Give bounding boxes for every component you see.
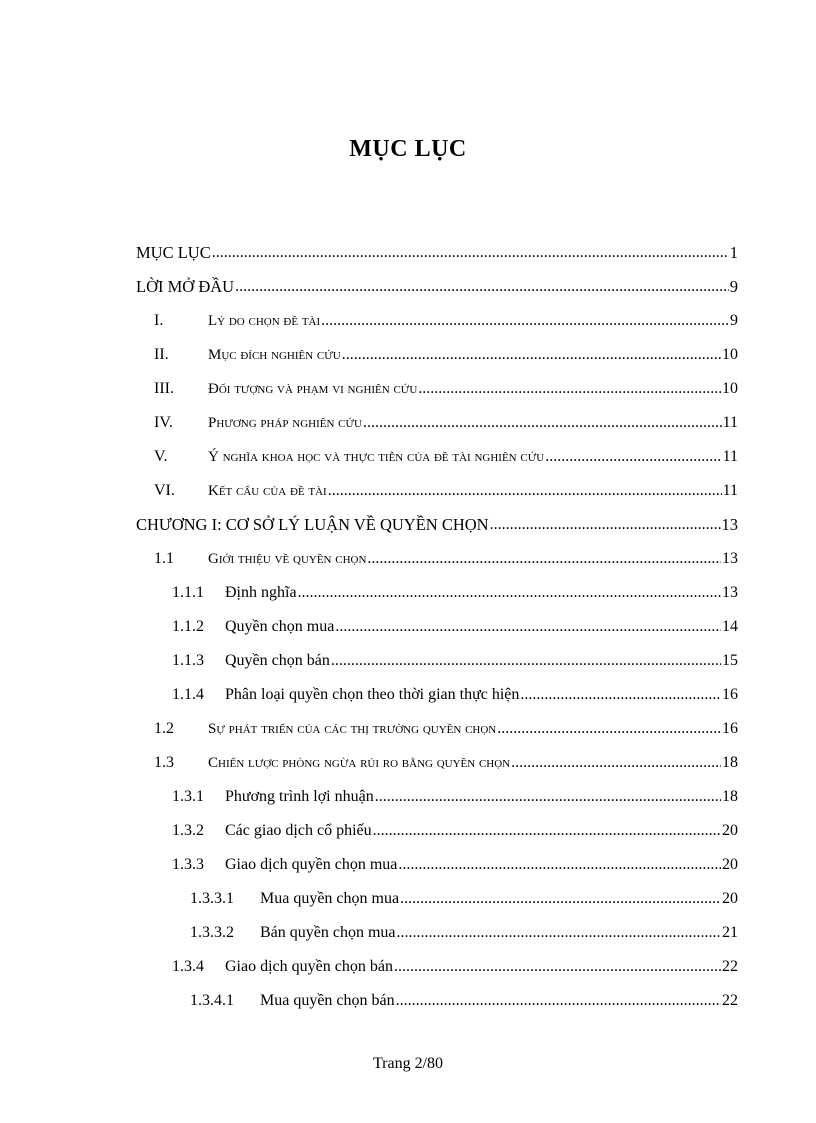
toc-entry[interactable] [136,644,738,678]
toc-entry-title: Kết cấu của đề tài [208,482,327,499]
toc-entry-title: Phương pháp nghiên cứu [208,414,362,431]
toc-entry-number: 1.3.1 [172,788,204,805]
toc-entry-number: I. [154,312,164,329]
toc-entry-page-number: 9 [729,277,738,296]
toc-dot-leader [328,482,722,500]
toc-entry-number: 1.3 [154,754,174,771]
toc-entry-number: 1.3.4 [172,958,204,975]
toc-dot-leader [335,618,721,636]
toc-entry-number: 1.3.4.1 [190,992,234,1009]
toc-entry-page-number: 13 [721,515,738,534]
toc-dot-leader [400,890,721,908]
toc-entry-number: 1.3.3 [172,856,204,873]
toc-entry-page-number: 15 [722,652,738,669]
toc-entry-page-number: 13 [722,550,738,567]
toc-entry[interactable] [136,542,738,576]
toc-entry-title: Ý nghĩa khoa học và thực tiễn của đề tài nghiên cứu [208,448,545,465]
toc-entry[interactable] [136,916,738,950]
table-of-contents [136,236,738,1018]
toc-entry[interactable] [136,474,738,508]
toc-entry[interactable] [136,270,738,304]
toc-dot-leader [511,754,721,772]
toc-entry-title: Lý do chọn đề tài [208,312,321,329]
toc-entry[interactable] [136,406,738,440]
toc-entry-page-number: 10 [722,346,738,363]
toc-entry-title: Các giao dịch cổ phiếu [225,822,372,839]
toc-dot-leader [367,550,721,568]
toc-entry-page-number: 21 [722,924,738,941]
toc-entry-title: Đối tượng và phạm vi nghiên cứu [208,380,418,397]
toc-entry-title: CHƯƠNG I: CƠ SỞ LÝ LUẬN VỀ QUYỀN CHỌN [136,515,489,534]
toc-entry-page-number: 16 [722,720,738,737]
toc-entry-page-number: 20 [722,890,738,907]
toc-entry-page-number: 9 [730,312,738,329]
toc-entry-page-number: 20 [722,822,738,839]
toc-dot-leader [396,992,721,1010]
toc-dot-leader [397,924,721,942]
toc-entry[interactable] [136,576,738,610]
toc-entry-title: Mục đích nghiên cứu [208,346,341,363]
toc-entry-title: LỜI MỞ ĐẦU [136,277,235,296]
toc-entry[interactable] [136,678,738,712]
toc-entry-number: 1.3.3.2 [190,924,234,941]
toc-entry[interactable] [136,236,738,270]
toc-dot-leader [490,516,721,534]
toc-entry-title: Định nghĩa [225,584,297,601]
toc-dot-leader [394,958,721,976]
toc-dot-leader [497,720,721,738]
toc-entry-page-number: 13 [722,584,738,601]
toc-entry[interactable] [136,508,738,542]
page-footer: Trang 2/80 [372,1055,444,1072]
toc-dot-leader [363,414,722,432]
toc-entry-page-number: 1 [729,243,738,262]
toc-entry-number: V. [154,448,168,465]
toc-dot-leader [373,822,721,840]
toc-entry-title: Bán quyền chọn mua [260,924,396,941]
toc-entry-title: Phương trình lợi nhuận [225,788,374,805]
toc-dot-leader [398,856,721,874]
toc-entry-title: Quyền chọn mua [225,618,335,635]
toc-entry[interactable] [136,950,738,984]
toc-entry-page-number: 11 [722,448,738,465]
toc-entry-title: Quyền chọn bán [225,652,330,669]
toc-entry-page-number: 18 [722,754,738,771]
toc-dot-leader [545,448,721,466]
toc-dot-leader [331,652,721,670]
toc-entry-number: 1.1.3 [172,652,204,669]
toc-entry-title: Mua quyền chọn bán [260,992,395,1009]
toc-entry-number: 1.1.1 [172,584,204,601]
toc-dot-leader [321,312,729,330]
toc-entry-number: 1.1.4 [172,686,204,703]
toc-entry-number: 1.2 [154,720,174,737]
toc-dot-leader [520,686,721,704]
toc-dot-leader [235,278,729,296]
toc-entry[interactable] [136,304,738,338]
toc-entry-number: IV. [154,414,173,431]
toc-entry-number: 1.1 [154,550,174,567]
toc-entry-page-number: 16 [722,686,738,703]
toc-entry[interactable] [136,338,738,372]
toc-entry-number: VI. [154,482,175,499]
toc-entry-page-number: 22 [722,958,738,975]
toc-entry-title: Giao dịch quyền chọn bán [225,958,393,975]
toc-entry[interactable] [136,440,738,474]
toc-entry-page-number: 10 [722,380,738,397]
toc-entry-title: MỤC LỤC [136,243,211,262]
toc-entry-number: 1.3.2 [172,822,204,839]
toc-entry[interactable] [136,372,738,406]
toc-entry-number: II. [154,346,169,363]
toc-entry-number: 1.3.3.1 [190,890,234,907]
toc-dot-leader [298,584,721,602]
toc-entry-number: III. [154,380,174,397]
toc-entry[interactable] [136,610,738,644]
toc-entry-page-number: 11 [722,414,738,431]
toc-entry[interactable] [136,746,738,780]
toc-dot-leader [418,380,721,398]
toc-entry-page-number: 18 [722,788,738,805]
toc-entry-title: Mua quyền chọn mua [260,890,400,907]
toc-entry-page-number: 11 [722,482,738,499]
toc-entry[interactable] [136,848,738,882]
toc-entry-page-number: 22 [722,992,738,1009]
toc-entry[interactable] [136,814,738,848]
toc-entry[interactable] [136,712,738,746]
toc-entry-title: Giao dịch quyền chọn mua [225,856,398,873]
toc-entry-title: Giới thiệu về quyền chọn [208,550,367,567]
toc-entry-title: Sự phát triển của các thị trường quyền chọn [208,720,497,737]
toc-entry[interactable] [136,882,738,916]
toc-dot-leader [212,244,729,262]
toc-dot-leader [342,346,721,364]
page-title: MỤC LỤC [349,136,467,162]
toc-entry[interactable] [136,984,738,1018]
toc-dot-leader [375,788,721,806]
toc-entry-page-number: 20 [722,856,738,873]
toc-entry-title: Chiến lược phòng ngừa rủi ro bằng quyền chọn [208,754,511,771]
toc-entry-title: Phân loại quyền chọn theo thời gian thực hiện [225,686,520,703]
toc-entry[interactable] [136,780,738,814]
toc-entry-number: 1.1.2 [172,618,204,635]
toc-entry-page-number: 14 [722,618,738,635]
